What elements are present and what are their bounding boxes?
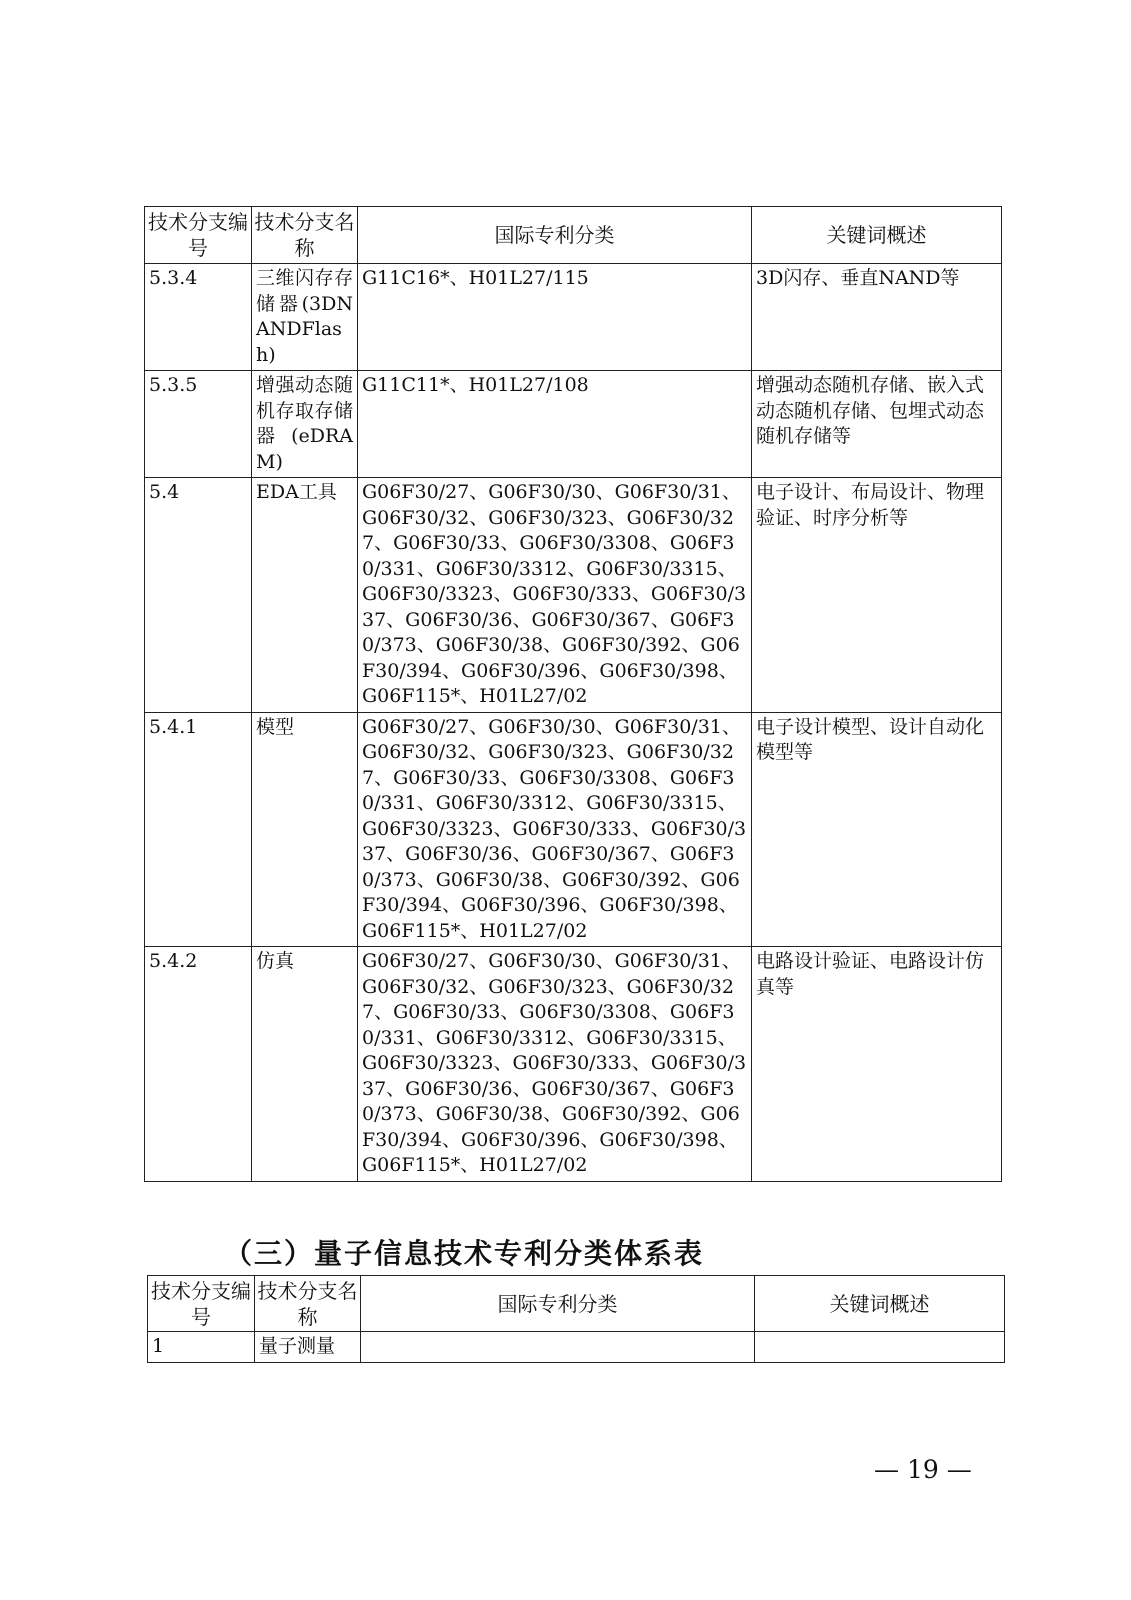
header-ipc: 国际专利分类: [358, 207, 752, 264]
header-branch-code: 技术分支编号: [145, 207, 252, 264]
keywords-cell: 电子设计模型、设计自动化模型等: [752, 712, 1002, 947]
table-header-row: [148, 1276, 1005, 1332]
table-row: [148, 1332, 1005, 1363]
branch-name-cell: EDA工具: [252, 478, 358, 713]
table-row: [145, 371, 1002, 478]
ipc-cell: G06F30/27、G06F30/30、G06F30/31、G06F30/32、G06F30/323、G06F30/327、G06F30/33、G06F30/3308、G06F30/331、G06F30/3312、G06F30/3315、G06F30/3323、G06F30/333、G06F30/337、G06F30/36、G06F30/367、G06F30/373、G06F30/38、G06F30/392、G06F30/394、G06F30/396、G06F30/398、G06F115*、H01L27/02: [358, 947, 752, 1182]
branch-name-cell: 模型: [252, 712, 358, 947]
keywords-cell: 电子设计、布局设计、物理验证、时序分析等: [752, 478, 1002, 713]
branch-code-cell: 5.4.2: [145, 947, 252, 1182]
table-row: [145, 478, 1002, 713]
branch-code-cell: 5.4.1: [145, 712, 252, 947]
keywords-cell: 3D闪存、垂直NAND等: [752, 264, 1002, 371]
table-header-row: [145, 207, 1002, 264]
ipc-cell: G06F30/27、G06F30/30、G06F30/31、G06F30/32、G06F30/323、G06F30/327、G06F30/33、G06F30/3308、G06F30/331、G06F30/3312、G06F30/3315、G06F30/3323、G06F30/333、G06F30/337、G06F30/36、G06F30/367、G06F30/373、G06F30/38、G06F30/392、G06F30/394、G06F30/396、G06F30/398、G06F115*、H01L27/02: [358, 712, 752, 947]
ipc-cell: [361, 1332, 755, 1363]
table-row: [145, 712, 1002, 947]
branch-name-cell: 量子测量: [255, 1332, 361, 1363]
branch-code-cell: 5.3.5: [145, 371, 252, 478]
branch-code-cell: 1: [148, 1332, 255, 1363]
branch-code-cell: 5.4: [145, 478, 252, 713]
header-branch-name: 技术分支名称: [252, 207, 358, 264]
table-row: [145, 947, 1002, 1182]
ipc-cell: G06F30/27、G06F30/30、G06F30/31、G06F30/32、G06F30/323、G06F30/327、G06F30/33、G06F30/3308、G06F30/331、G06F30/3312、G06F30/3315、G06F30/3323、G06F30/333、G06F30/337、G06F30/36、G06F30/367、G06F30/373、G06F30/38、G06F30/392、G06F30/394、G06F30/396、G06F30/398、G06F115*、H01L27/02: [358, 478, 752, 713]
page-number: — 19 —: [874, 1455, 972, 1484]
patent-classification-table-continued: [144, 206, 1002, 1182]
section-title: （三）量子信息技术专利分类体系表: [224, 1237, 705, 1270]
header-keywords: 关键词概述: [755, 1276, 1005, 1332]
branch-name-cell: 仿真: [252, 947, 358, 1182]
branch-name-cell: 增强动态随机存取存储器(eDRAM): [252, 371, 358, 478]
header-branch-code: 技术分支编号: [148, 1276, 255, 1332]
quantum-patent-classification-table: [147, 1275, 1005, 1363]
header-branch-name: 技术分支名称: [255, 1276, 361, 1332]
header-keywords: 关键词概述: [752, 207, 1002, 264]
keywords-cell: 增强动态随机存储、嵌入式动态随机存储、包埋式动态随机存储等: [752, 371, 1002, 478]
keywords-cell: [755, 1332, 1005, 1363]
table-row: [145, 264, 1002, 371]
branch-name-cell: 三维闪存存储器(3DNANDFlash): [252, 264, 358, 371]
keywords-cell: 电路设计验证、电路设计仿真等: [752, 947, 1002, 1182]
ipc-cell: G11C11*、H01L27/108: [358, 371, 752, 478]
header-ipc: 国际专利分类: [361, 1276, 755, 1332]
branch-code-cell: 5.3.4: [145, 264, 252, 371]
ipc-cell: G11C16*、H01L27/115: [358, 264, 752, 371]
